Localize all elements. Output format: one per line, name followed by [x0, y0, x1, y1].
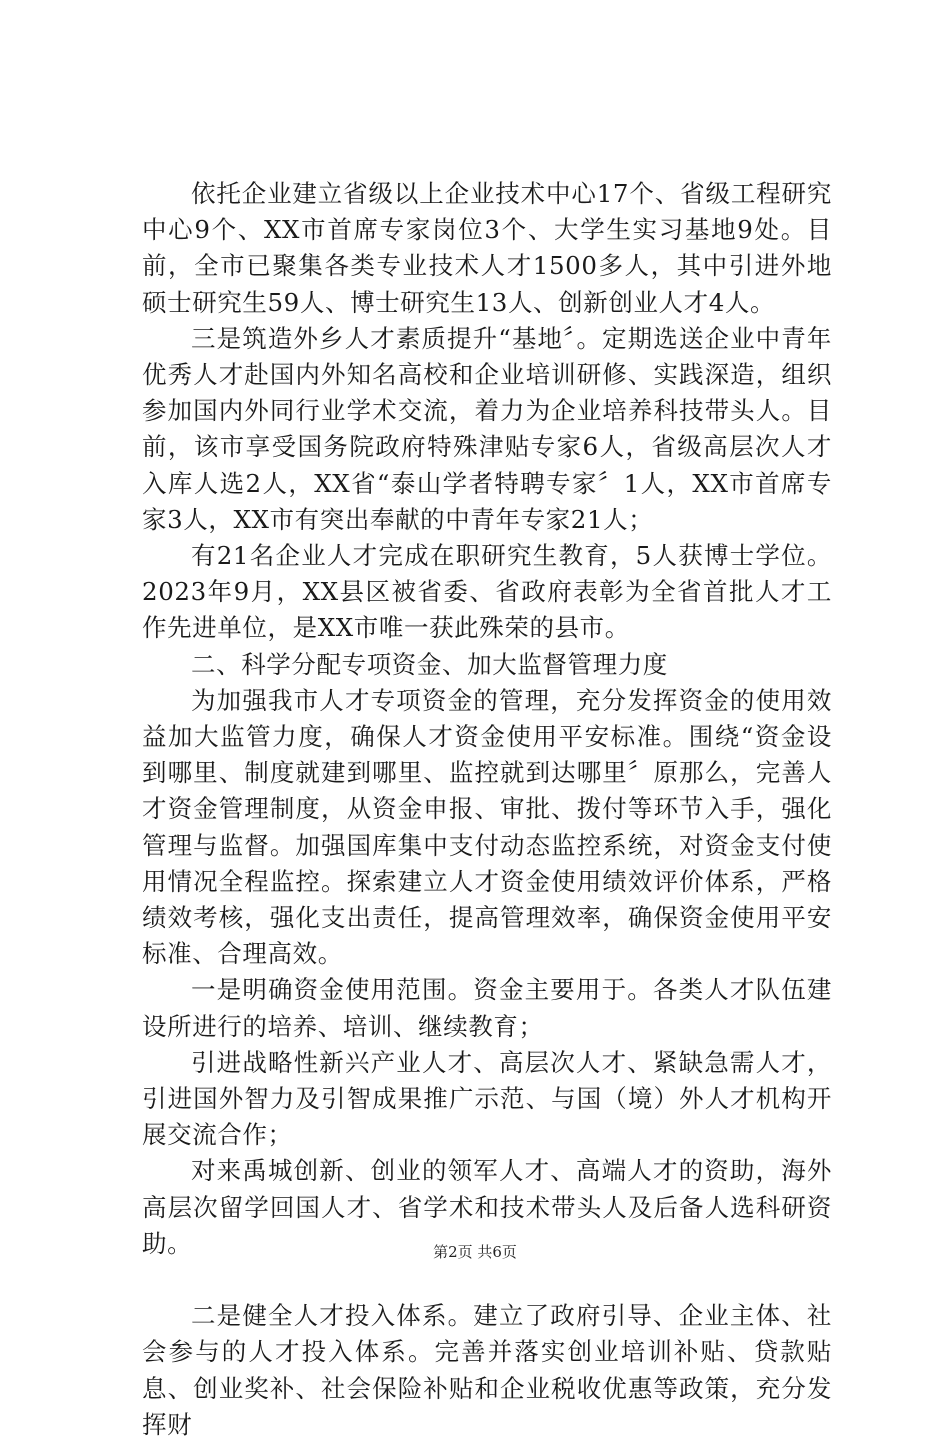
paragraph-6: 引进战略性新兴产业人才、高层次人才、紧缺急需人才，引进国外智力及引智成果推广示范、与国（境）外人才机构开展交流合作； — [142, 1047, 832, 1150]
paragraph-7: 对来禹城创新、创业的领军人才、高端人才的资助，海外高层次留学回国人才、省学术和技术带头人及后备人选科研资助。 — [142, 1156, 832, 1258]
paragraph-1: 依托企业建立省级以上企业技术中心17个、省级工程研究中心9个、XX市首席专家岗位3个、大学生实习基地9处。目前，全市已聚集各类专业技术人才1500多人，其中引进外地硕士研究生59人、博士研究生13人、创新创业人才4人。 — [142, 179, 832, 317]
paragraph-3: 有21名企业人才完成在职研究生教育，5人获博士学位。2023年9月，XX县区被省委、省政府表彰为全省首批人才工作先进单位，是XX市唯一获此殊荣的县市。 — [142, 541, 832, 643]
paragraph-4: 为加强我市人才专项资金的管理，充分发挥资金的使用效益加大监管力度，确保人才资金使用平安标准。围绕“资金设到哪里、制度就建到哪里、监控就到达哪里〞原那么，完善人才资金管理制度，从资金申报、审批、拨付等环节入手，强化管理与监督。加强国库集中支付动态监控系统，对资金支付使用情况全程监控。探索建立人才资金使用绩效评价体系，严格绩效考核，强化支出责任，提高管理效率，确保资金使用平安标准、合理高效。 — [142, 685, 832, 969]
paragraph-spacer — [142, 1262, 832, 1298]
section-heading: 二、科学分配专项资金、加大监督管理力度 — [191, 649, 668, 679]
paragraph-2: 三是筑造外乡人才素质提升“基地〞。定期选送企业中青年优秀人才赴国内外知名高校和企业培训研修、实践深造，组织参加国内外同行业学术交流，着力为企业培养科技带头人。目前，该市享受国务院政府特殊津贴专家6人，省级高层次人才入库人选2人，XX省“泰山学者特聘专家〞1人，XX市首席专家3人，XX市有突出奉献的中青年专家21人； — [142, 323, 832, 534]
paragraph-5: 一是明确资金使用范围。资金主要用于。各类人才队伍建设所进行的培养、培训、继续教育； — [142, 975, 832, 1041]
page-footer: 第2页 共6页 — [433, 1243, 517, 1261]
paragraph-8: 二是健全人才投入体系。建立了政府引导、企业主体、社会参与的人才投入体系。完善并落实创业培训补贴、贷款贴息、创业奖补、社会保险补贴和企业税收优惠等政策，充分发挥财 — [142, 1301, 832, 1439]
